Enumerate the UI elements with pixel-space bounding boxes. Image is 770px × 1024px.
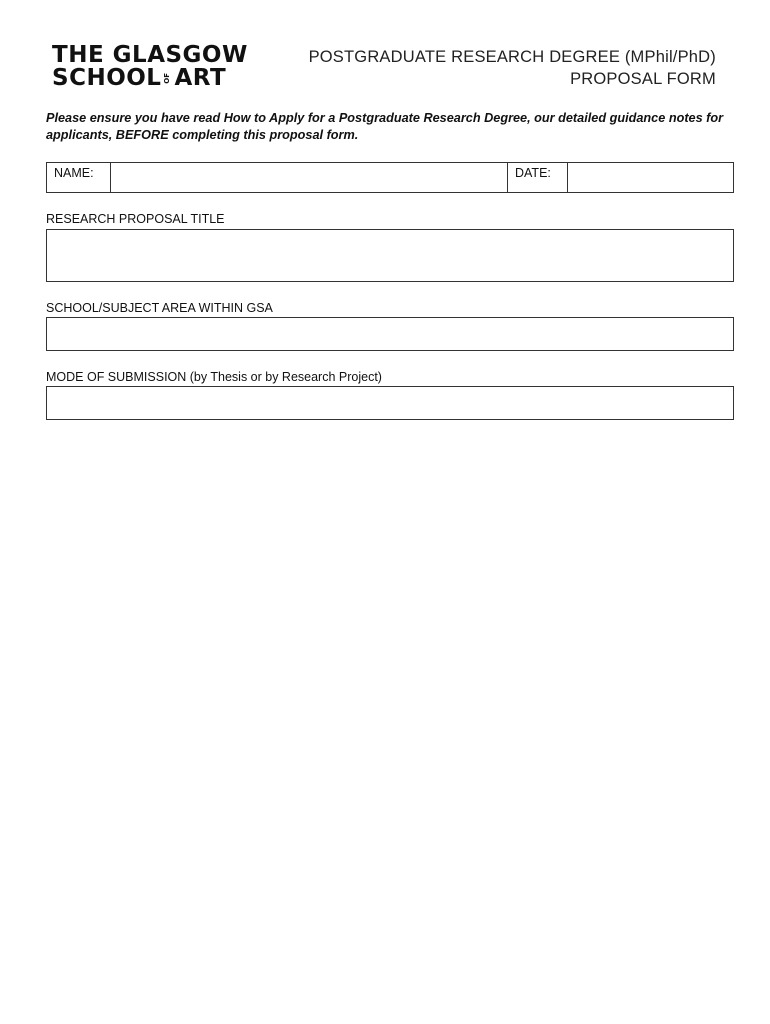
logo-school-text: SCHOOL [52, 65, 162, 91]
form-title-line-1: POSTGRADUATE RESEARCH DEGREE (MPhil/PhD) [308, 48, 716, 66]
school-subject-field[interactable] [46, 317, 734, 351]
date-field[interactable] [568, 163, 733, 192]
name-date-table [46, 162, 734, 193]
name-field[interactable] [111, 163, 508, 192]
logo-line-1: THE GLASGOW [52, 42, 248, 68]
proposal-title-field[interactable] [46, 229, 734, 282]
mode-of-submission-label: MODE OF SUBMISSION (by Thesis or by Research Project) [46, 370, 382, 384]
form-title [296, 46, 716, 90]
intro-instructions: Please ensure you have read How to Apply for a Postgraduate Research Degree, our detailed guidance notes for applicants, BEFORE completing this proposal form. [46, 111, 724, 142]
mode-of-submission-field[interactable] [46, 386, 734, 420]
logo-line-2 [52, 67, 284, 90]
date-label: DATE: [508, 163, 568, 192]
logo-art-text: ART [174, 65, 227, 91]
school-subject-label: SCHOOL/SUBJECT AREA WITHIN GSA [46, 301, 273, 315]
name-label: NAME: [47, 163, 111, 192]
logo-of-text: OF [163, 73, 172, 84]
gsa-logo [52, 44, 284, 90]
form-title-line-2: PROPOSAL FORM [570, 70, 716, 88]
proposal-title-label: RESEARCH PROPOSAL TITLE [46, 212, 225, 226]
